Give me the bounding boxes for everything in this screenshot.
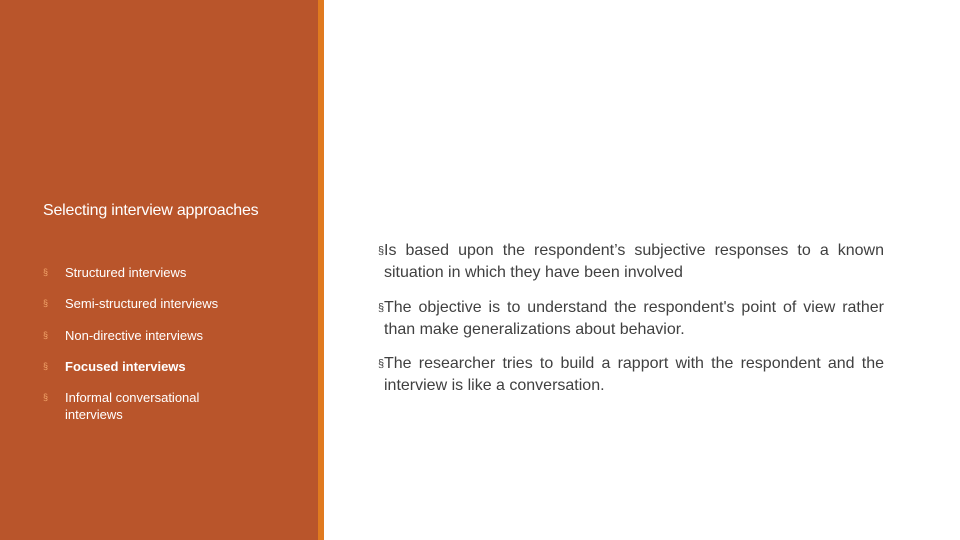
- description-text: The objective is to understand the respondent's point of view rather than make generalizations about behavior.: [384, 299, 884, 338]
- accent-stripe: [318, 0, 324, 540]
- description-text: The researcher tries to build a rapport with the respondent and the interview is like a conversation.: [384, 355, 884, 394]
- description-text: Is based upon the respondent’s subjective responses to a known situation in which they have been involved: [384, 242, 884, 281]
- list-item-label: Structured interviews: [65, 265, 187, 280]
- bullet-marker: §: [43, 298, 49, 308]
- list-item-label: Informal conversational interviews: [65, 390, 200, 422]
- bullet-marker: §: [378, 245, 385, 257]
- description-item: [368, 297, 884, 341]
- list-item-semi-structured: [43, 295, 235, 312]
- list-item-label: Focused interviews: [65, 359, 186, 374]
- bullet-marker: §: [43, 392, 49, 402]
- bullet-marker: §: [43, 361, 49, 371]
- slide-title: Selecting interview approaches: [43, 202, 259, 219]
- list-item-non-directive: [43, 327, 235, 344]
- list-item-focused: [43, 358, 235, 375]
- bullet-marker: §: [43, 267, 49, 277]
- bullet-marker: §: [43, 330, 49, 340]
- bullet-marker: §: [378, 358, 385, 370]
- description-item: [368, 240, 884, 284]
- bullet-marker: §: [378, 302, 385, 314]
- list-item-structured: [43, 264, 235, 281]
- list-item-informal: [43, 389, 225, 423]
- list-item-label: Semi-structured interviews: [65, 296, 219, 311]
- list-item-label: Non-directive interviews: [65, 328, 203, 343]
- description-item: [368, 353, 884, 397]
